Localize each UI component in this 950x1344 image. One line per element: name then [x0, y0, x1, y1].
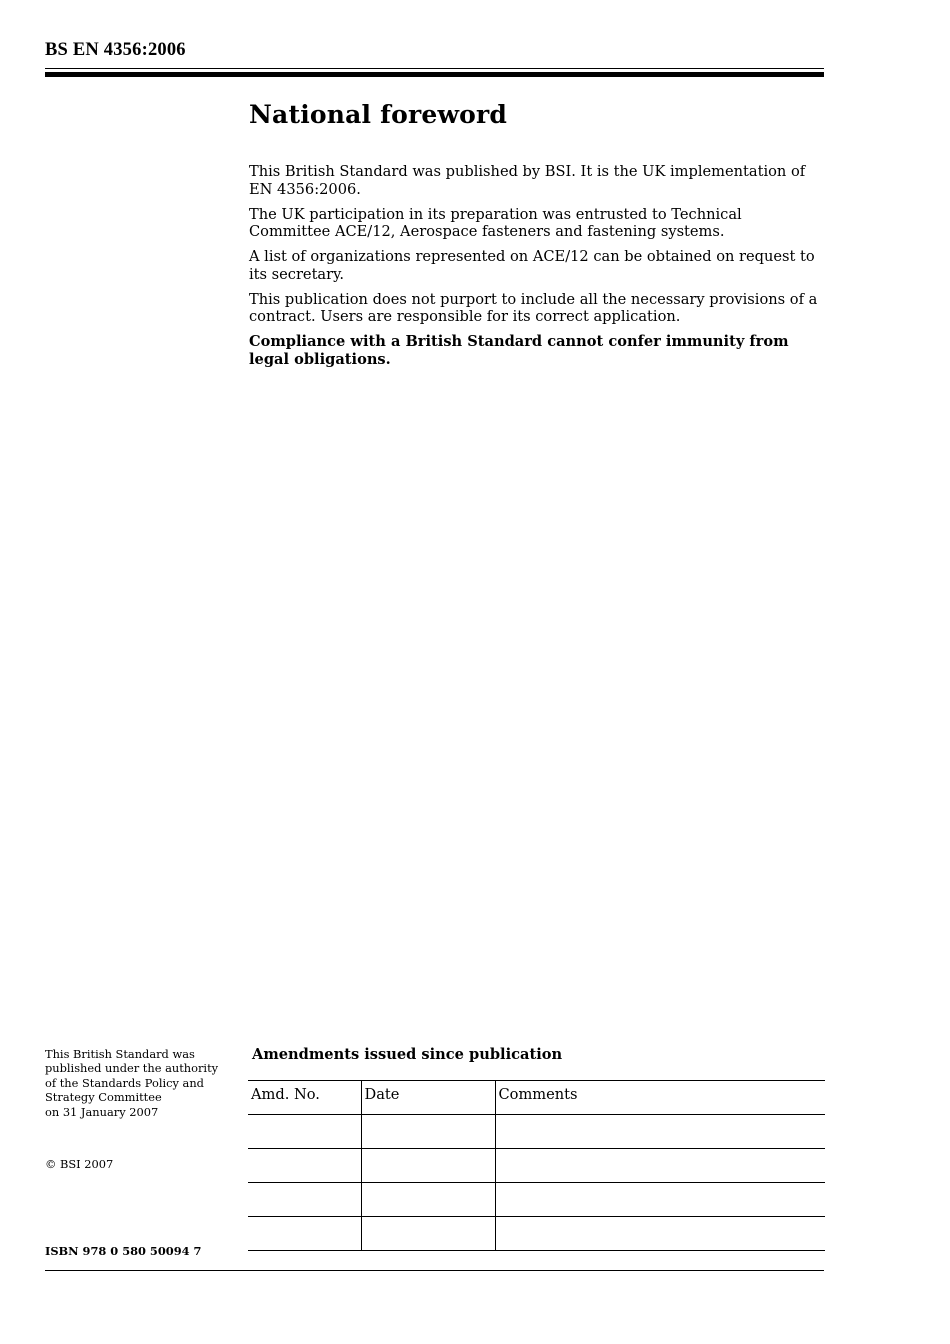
table-cell — [361, 1217, 495, 1251]
table-cell — [495, 1115, 825, 1149]
amendments-title: Amendments issued since publication — [252, 1046, 563, 1063]
publication-note-line: published under the authority — [45, 1061, 219, 1076]
table-header-row — [248, 1081, 825, 1115]
table-row — [248, 1183, 825, 1217]
publication-note — [45, 1047, 235, 1119]
table-cell — [248, 1149, 361, 1183]
table-cell — [495, 1149, 825, 1183]
page-title: National foreword — [249, 100, 508, 129]
table-row — [248, 1217, 825, 1251]
foreword-body — [249, 163, 825, 376]
amendments-table — [248, 1080, 825, 1251]
column-header-comments: Comments — [495, 1081, 825, 1115]
paragraph: A list of organizations represented on ACE/12 can be obtained on request to its secretary. — [249, 248, 815, 283]
paragraph: The UK participation in its preparation was entrusted to Technical Committee ACE/12, Aerospace fasteners and fastening systems. — [249, 205, 742, 240]
footer-rule — [45, 1270, 824, 1271]
paragraph: This publication does not purport to include all the necessary provisions of a contract. Users are responsible for its correct application. — [249, 290, 818, 325]
publication-note-line: Strategy Committee — [45, 1090, 162, 1105]
copyright-notice: © BSI 2007 — [45, 1157, 114, 1171]
table-cell — [248, 1115, 361, 1149]
table-row — [248, 1149, 825, 1183]
header-thick-rule — [45, 72, 824, 77]
table-cell — [495, 1217, 825, 1251]
document-id: BS EN 4356:2006 — [45, 40, 186, 60]
publication-note-line: on 31 January 2007 — [45, 1104, 159, 1119]
compliance-statement: Compliance with a British Standard cannot confer immunity from legal obligations. — [249, 333, 789, 368]
table-cell — [248, 1217, 361, 1251]
isbn: ISBN 978 0 580 50094 7 — [45, 1244, 202, 1258]
column-header-date: Date — [361, 1081, 495, 1115]
publication-note-line: This British Standard was — [45, 1047, 195, 1061]
header-thin-rule — [45, 68, 824, 69]
column-header-amd-no: Amd. No. — [248, 1081, 361, 1115]
table-cell — [248, 1183, 361, 1217]
table-cell — [495, 1183, 825, 1217]
publication-note-line: of the Standards Policy and — [45, 1075, 204, 1090]
table-cell — [361, 1149, 495, 1183]
table-row — [248, 1115, 825, 1149]
table-cell — [361, 1183, 495, 1217]
paragraph: This British Standard was published by BSI. It is the UK implementation of EN 4356:2006. — [249, 163, 806, 198]
table-cell — [361, 1115, 495, 1149]
